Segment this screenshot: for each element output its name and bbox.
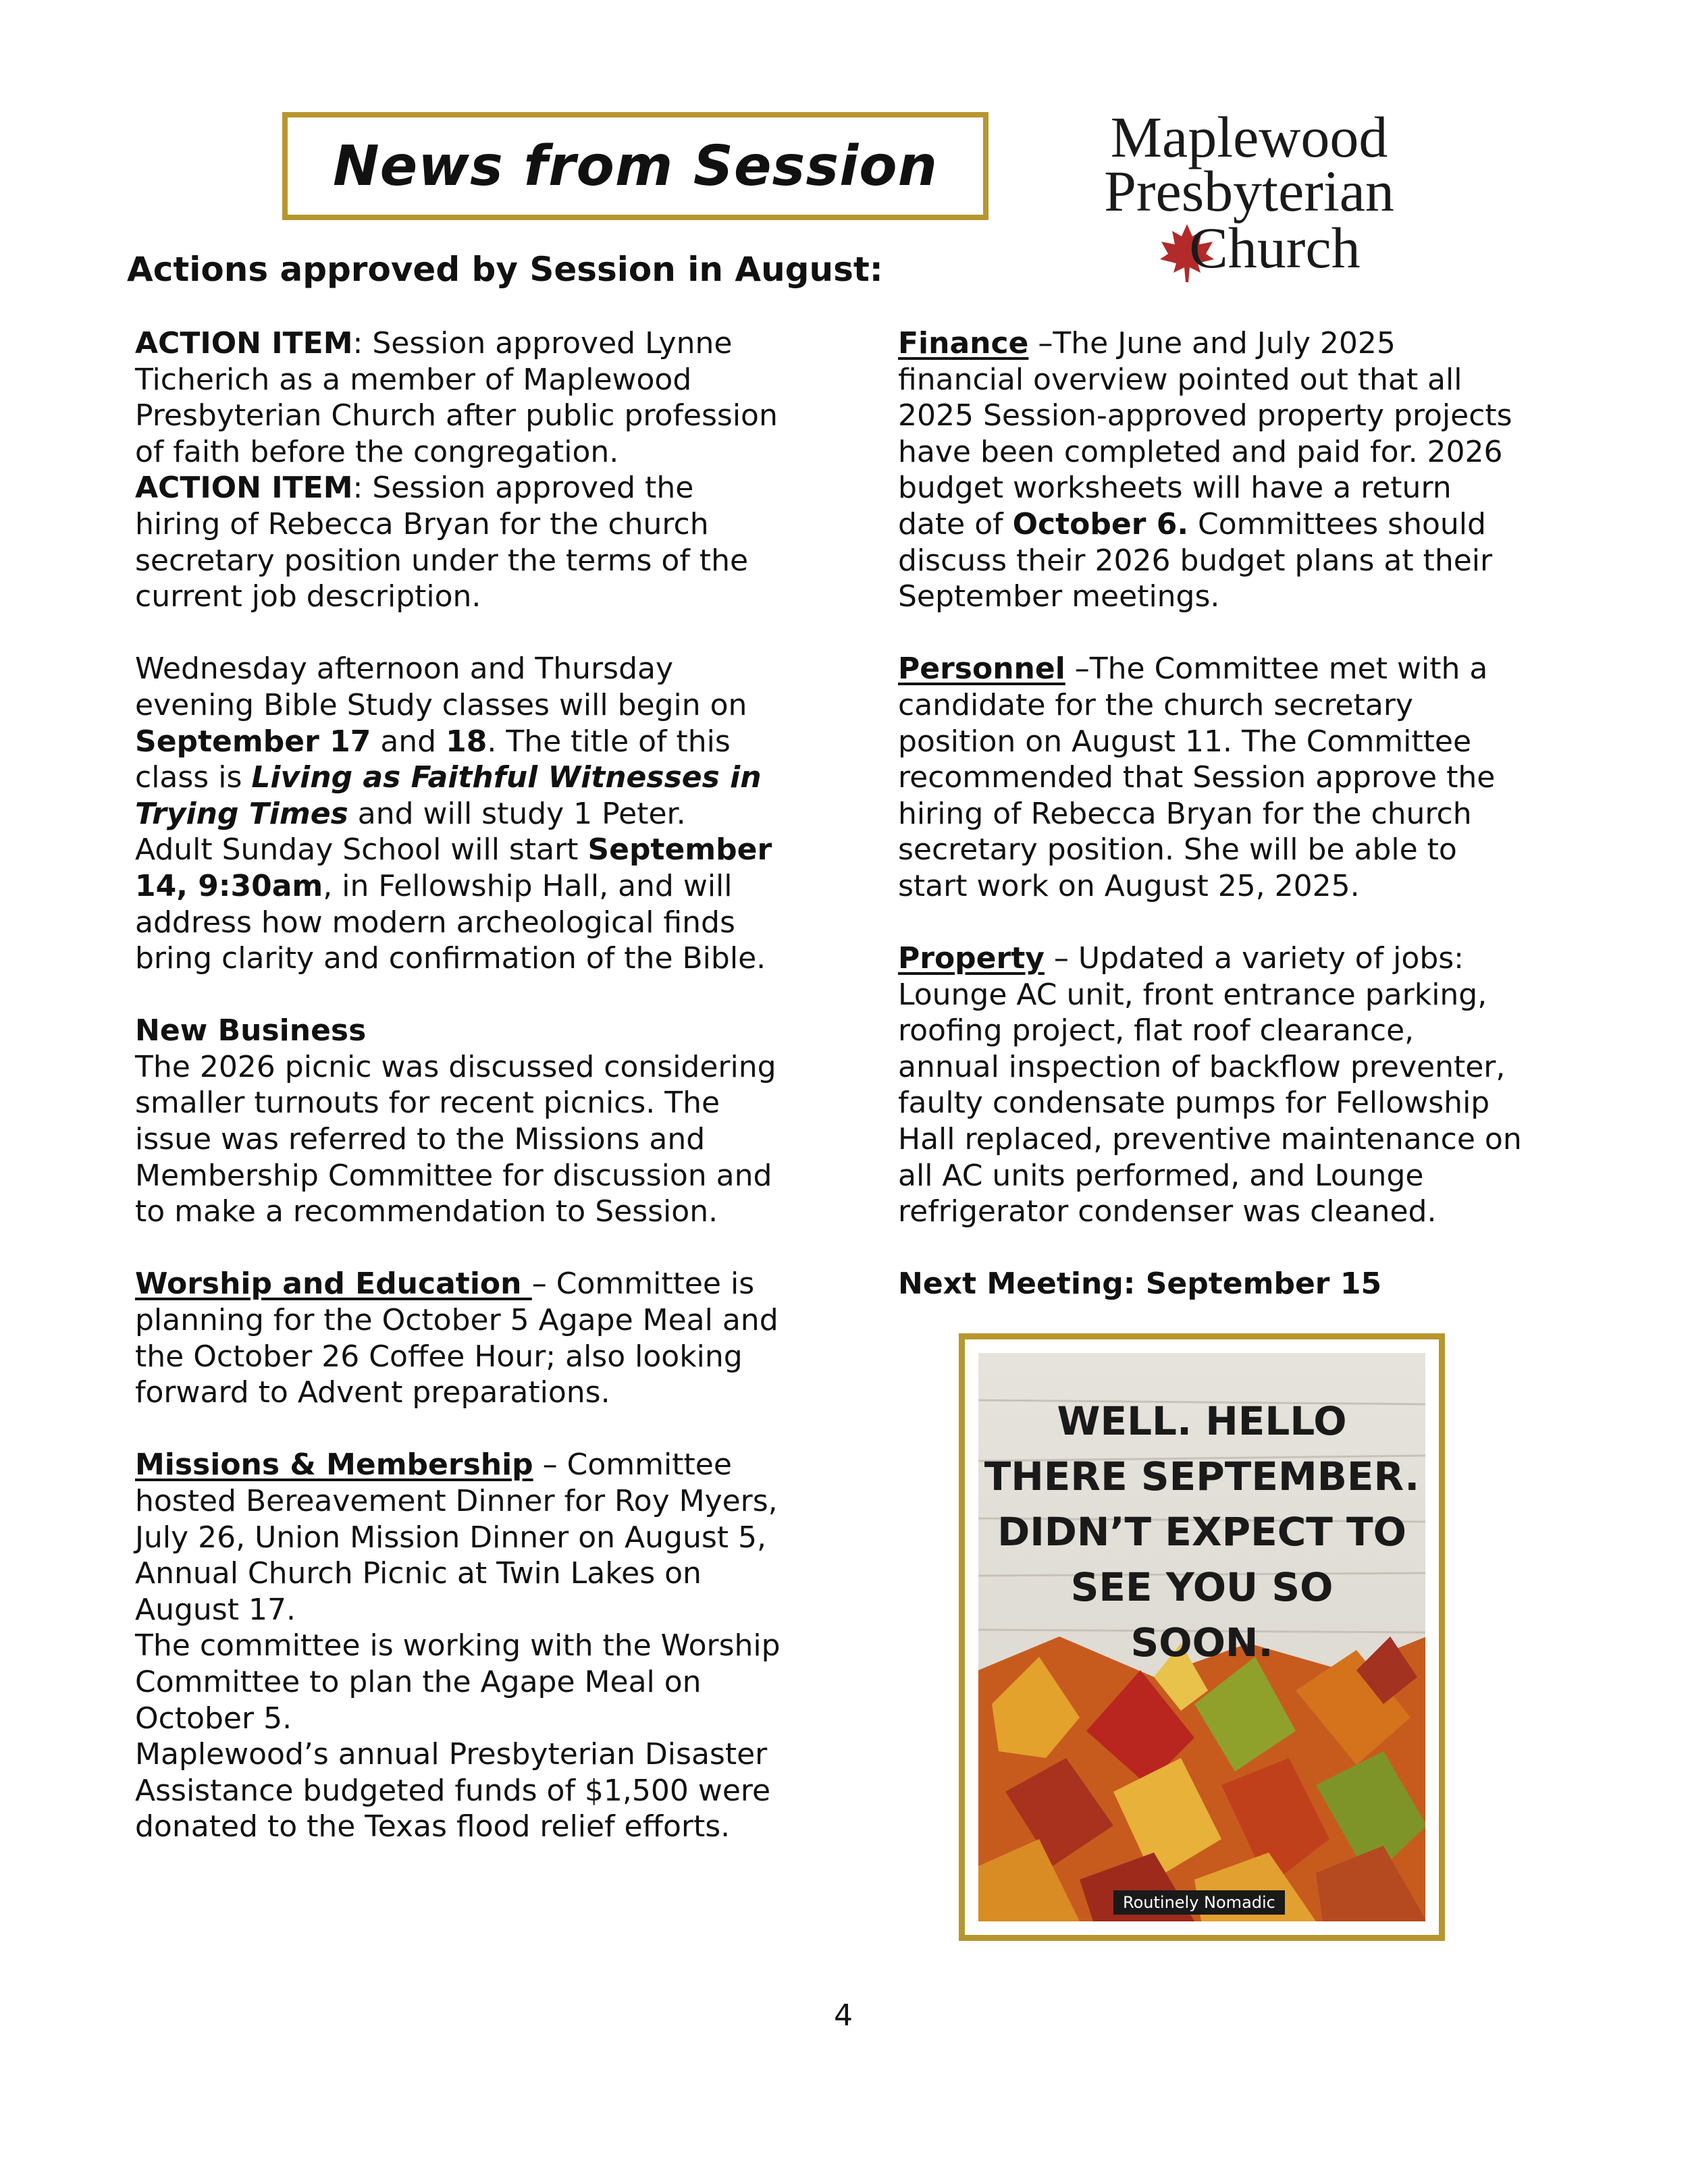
photo-content <box>978 1353 1425 1921</box>
new-business-heading: New Business <box>135 1013 367 1048</box>
title-box <box>282 112 988 220</box>
section-subheading: Actions approved by Session in August: <box>127 250 883 289</box>
worship-education-heading: Worship and Education <box>135 1267 532 1302</box>
logo-line-2: Presbyterian <box>1104 159 1394 223</box>
right-column: Finance –The June and July 2025 financial overview pointed out that all 2025 Session-approved property projects have been completed and paid for. 2026 budget worksheets will have a return date of October 6. Committees should discuss their 2026 budget plans at their September meetings. Personnel –The Committee met with a candidate for the church secretary position on August 11. The Committee recommended that Session approve the hiring of Rebecca Bryan for the church secretary position. She will be able to start work on August 25, 2025. Property – Updated a variety of jobs: Lounge AC unit, front entrance parking, roofing project, flat roof clearance, annual inspection of backflow preventer, faulty condensate pumps for Fellowship Hall replaced, preventive maintenance on all AC units performed, and Lounge refrigerator condenser was cleaned. Next Meeting: September 15 <box>898 325 1600 1302</box>
left-column: ACTION ITEM: Session approved Lynne Ticherich as a member of Maplewood Presbyterian Church after public profession of faith before the congregation. ACTION ITEM: Session approved the hiring of Rebecca Bryan for the church secretary position under the terms of the current job description. Wednesday afternoon and Thursday evening Bible Study classes will begin on September 17 and 18. The title of this class is Living as Faithful Witnesses in Trying Times and will study 1 Peter. Adult Sunday School will start September 14, 9:30am, in Fellowship Hall, and will address how modern archeological finds bring clarity and confirmation of the Bible. New Business The 2026 picnic was discussed considering smaller turnouts for recent picnics. The issue was referred to the Missions and Membership Committee for discussion and to make a recommendation to Session. Worship and Education – Committee is planning for the October 5 Agape Meal and the October 26 Coffee Hour; also looking forward to Advent preparations. Missions & Membership – Committee hosted Bereavement Dinner for Roy Myers, July 26, Union Mission Dinner on August 5, Annual Church Picnic at Twin Lakes on August 17. The committee is working with the Worship Committee to plan the Agape Meal on October 5. Maplewood’s annual Presbyterian Disaster Assistance budgeted funds of $1,500 were donated to the Texas flood relief efforts. <box>135 325 837 1845</box>
bible-study-paragraph: Wednesday afternoon and Thursday <box>135 651 674 687</box>
logo-line-3: Church <box>1189 215 1361 280</box>
personnel-heading: Personnel <box>898 651 1065 687</box>
action-item-1: ACTION ITEM: Session approved Lynne <box>135 326 733 361</box>
property-heading: Property <box>898 941 1045 976</box>
church-logo <box>1101 108 1398 290</box>
photo-credit: Routinely Nomadic <box>1113 1890 1285 1915</box>
logo-line-1: Maplewood <box>1110 108 1388 169</box>
photo-caption: WELL. HELLO THERE SEPTEMBER. DIDN’T EXPECT TO SEE YOU SO SOON. <box>984 1398 1420 1666</box>
next-meeting: Next Meeting: September 15 <box>898 1267 1382 1302</box>
finance-heading: Finance <box>898 326 1029 361</box>
page-number: 4 <box>834 1998 853 2033</box>
page-title: News from Session <box>333 134 938 198</box>
september-photo <box>959 1333 1445 1941</box>
action-item-2: ACTION ITEM: Session approved the <box>135 471 694 506</box>
missions-membership-heading: Missions & Membership <box>135 1447 533 1483</box>
